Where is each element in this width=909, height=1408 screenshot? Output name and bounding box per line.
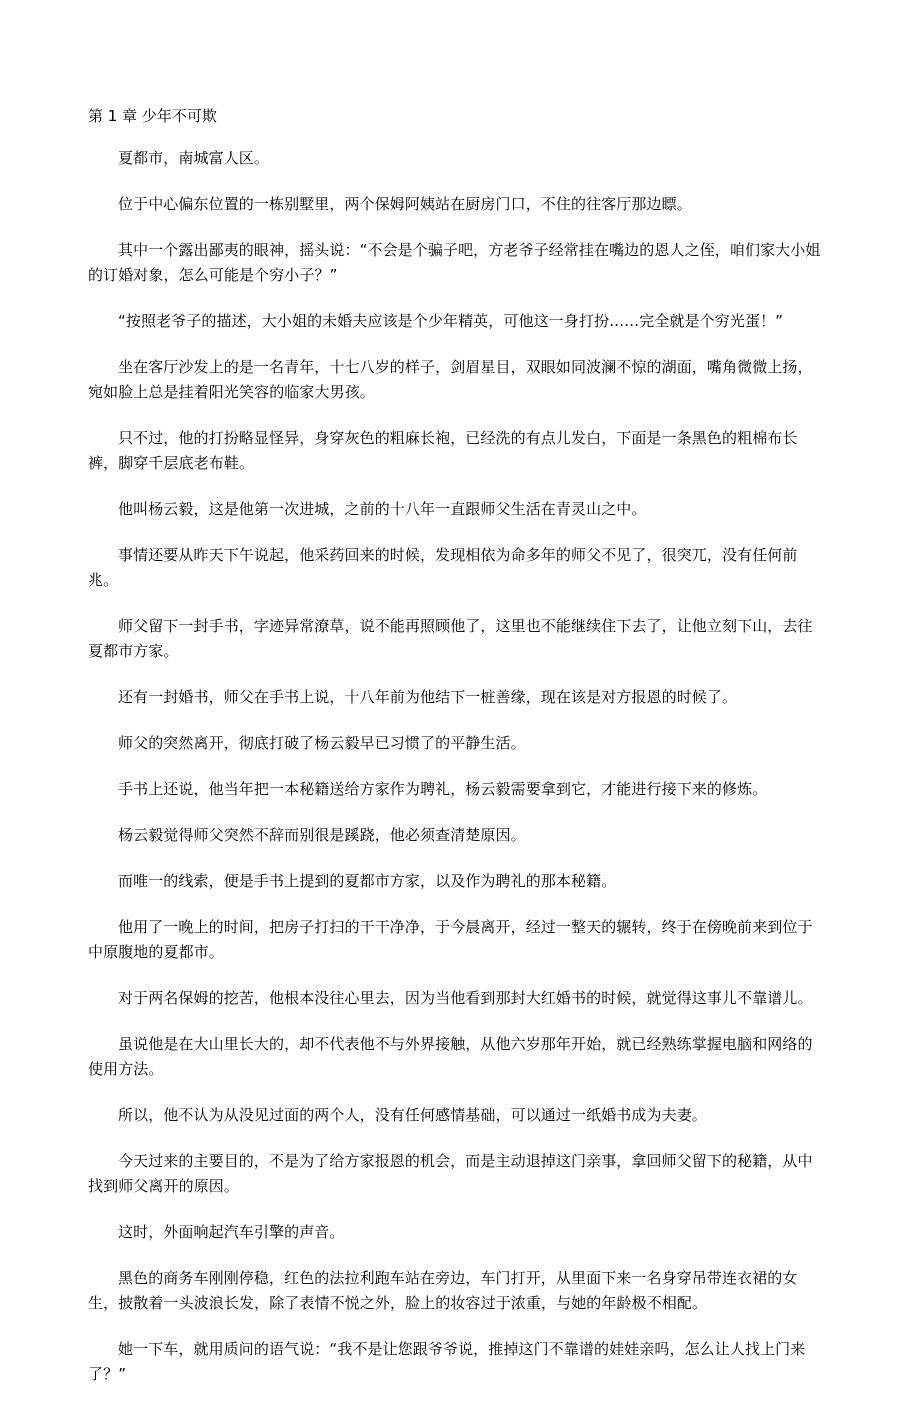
- paragraph: 黑色的商务车刚刚停稳，红色的法拉利跑车站在旁边，车门打开，从里面下来一名身穿吊带连衣裙的女生，披散着一头波浪长发，除了表情不悦之外，脸上的妆容过于浓重，与她的年龄极不相配。: [88, 1269, 798, 1312]
- paragraph: 手书上还说，他当年把一本秘籍送给方家作为聘礼，杨云毅需要拿到它，才能进行接下来的修炼。: [118, 780, 768, 798]
- paragraph: 夏都市，南城富人区。: [118, 149, 270, 167]
- paragraph: “按照老爷子的描述，大小姐的未婚夫应该是个少年精英，可他这一身打扮……完全就是个穷光蛋！”: [118, 312, 784, 330]
- paragraph: 只不过，他的打扮略显怪异，身穿灰色的粗麻长袍，已经洗的有点儿发白，下面是一条黑色的粗棉布长裤，脚穿千层底老布鞋。: [88, 429, 798, 472]
- paragraph: 他用了一晚上的时间，把房子打扫的干干净净，于今晨离开，经过一整天的辗转，终于在傍晚前来到位于中原腹地的夏都市。: [88, 918, 813, 961]
- paragraph: 坐在客厅沙发上的是一名青年，十七八岁的样子，剑眉星目，双眼如同波澜不惊的湖面，嘴角微微上扬，宛如脸上总是挂着阳光笑容的临家大男孩。: [88, 358, 813, 401]
- chapter-body: [88, 146, 823, 1408]
- paragraph: 位于中心偏东位置的一栋别墅里，两个保姆阿姨站在厨房门口，不住的往客厅那边瞟。: [118, 195, 692, 213]
- paragraph: 她一下车，就用质问的语气说：“我不是让您跟爷爷说，推掉这门不靠谱的娃娃亲吗，怎么让人找上门来了？”: [88, 1340, 806, 1383]
- chapter-title: 第 1 章 少年不可欺: [88, 107, 217, 125]
- paragraph: 所以，他不认为从没见过面的两个人，没有任何感情基础，可以通过一纸婚书成为夫妻。: [118, 1106, 707, 1124]
- paragraph: 杨云毅觉得师父突然不辞而别很是蹊跷，他必须查清楚原因。: [118, 826, 526, 844]
- paragraph: 还有一封婚书，师父在手书上说，十八年前为他结下一桩善缘，现在该是对方报恩的时候了。: [118, 688, 738, 706]
- paragraph: 师父的突然离开，彻底打破了杨云毅早已习惯了的平静生活。: [118, 734, 526, 752]
- paragraph: 他叫杨云毅，这是他第一次进城，之前的十八年一直跟师父生活在青灵山之中。: [118, 500, 647, 518]
- paragraph: 而唯一的线索，便是手书上提到的夏都市方家，以及作为聘礼的那本秘籍。: [118, 872, 617, 890]
- paragraph: 事情还要从昨天下午说起，他采药回来的时候，发现相依为命多年的师父不见了，很突兀，没有任何前兆。: [88, 546, 798, 589]
- paragraph: 今天过来的主要目的，不是为了给方家报恩的机会，而是主动退掉这门亲事，拿回师父留下的秘籍，从中找到师父离开的原因。: [88, 1152, 813, 1195]
- paragraph: 虽说他是在大山里长大的，却不代表他不与外界接触，从他六岁那年开始，就已经熟练掌握电脑和网络的使用方法。: [88, 1035, 813, 1078]
- paragraph: 这时，外面响起汽车引擎的声音。: [118, 1223, 345, 1241]
- paragraph: 其中一个露出鄙夷的眼神，摇头说：“不会是个骗子吧，方老爷子经常挂在嘴边的恩人之侄，咱们家大小姐的订婚对象，怎么可能是个穷小子？”: [88, 241, 821, 284]
- paragraph: 对于两名保姆的挖苦，他根本没往心里去，因为当他看到那封大红婚书的时候，就觉得这事儿不靠谱儿。: [118, 989, 813, 1007]
- paragraph: 师父留下一封手书，字迹异常潦草，说不能再照顾他了，这里也不能继续住下去了，让他立刻下山，去往夏都市方家。: [88, 617, 813, 660]
